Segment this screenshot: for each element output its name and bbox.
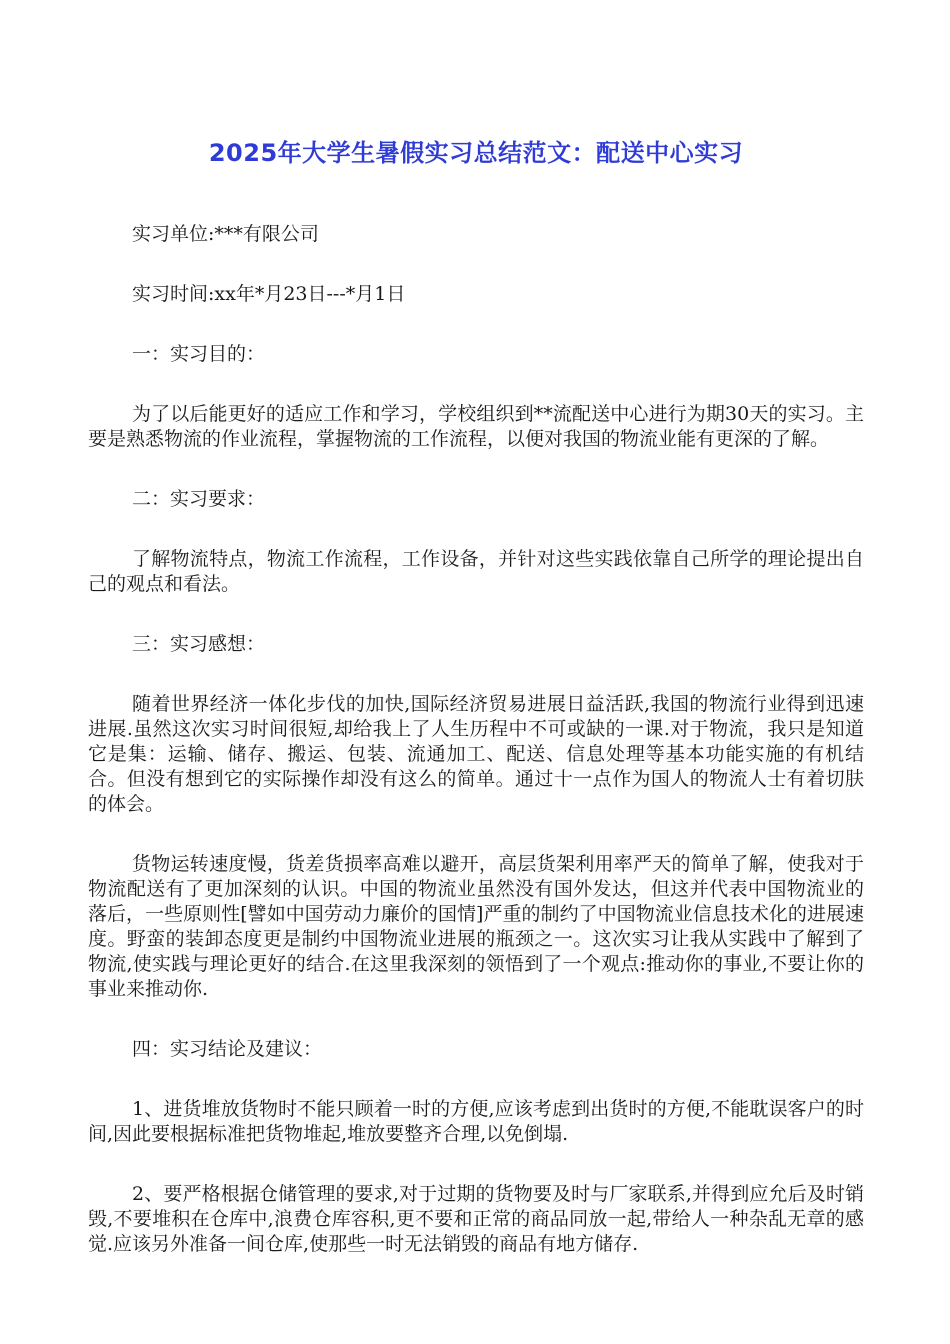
document-body [88, 222, 864, 1292]
paragraph-internship-unit: 实习单位:***有限公司 [132, 223, 319, 245]
paragraph-reflections-2: 货物运转速度慢，货差货损率高难以避开，高层货架利用率严天的简单了解，使我对于物流配送有了更加深刻的认识。中国的物流业虽然没有国外发达，但这并代表中国物流业的落后，一些原则性[譬如中国劳动力廉价的国情]严重的制约了中国物流业信息技术化的进展速度。野蛮的装卸态度更是制约中国物流业进展的瓶颈之一。这次实习让我从实践中了解到了物流,使实践与理论更好的结合.在这里我深刻的领悟到了一个观点:推动你的事业,不要让你的事业来推动你. [88, 853, 864, 1000]
heading-purpose: 一：实习目的： [132, 343, 266, 365]
paragraph-suggestion-2: 2、要严格根据仓储管理的要求,对于过期的货物要及时与厂家联系,并得到应允后及时销毁,不要堆积在仓库中,浪费仓库容积,更不要和正常的商品同放一起,带给人一种杂乱无章的感觉.应该另外准备一间仓库,使那些一时无法销毁的商品有地方储存. [88, 1183, 864, 1255]
heading-conclusions: 四：实习结论及建议： [132, 1038, 323, 1060]
heading-requirements: 二：实习要求： [132, 488, 266, 510]
paragraph-internship-time: 实习时间:xx年*月23日---*月1日 [132, 283, 406, 305]
paragraph-purpose: 为了以后能更好的适应工作和学习，学校组织到**流配送中心进行为期30天的实习。主要是熟悉物流的作业流程，掌握物流的工作流程，以便对我国的物流业能有更深的了解。 [88, 403, 864, 450]
paragraph-requirements: 了解物流特点，物流工作流程，工作设备，并针对这些实践依靠自己所学的理论提出自己的观点和看法。 [88, 548, 864, 595]
document-title: 2025年大学生暑假实习总结范文：配送中心实习 [208, 139, 744, 167]
paragraph-suggestion-1: 1、进货堆放货物时不能只顾着一时的方便,应该考虑到出货时的方便,不能耽误客户的时间,因此要根据标准把货物堆起,堆放要整齐合理,以免倒塌. [88, 1098, 864, 1145]
paragraph-reflections-1: 随着世界经济一体化步伐的加快,国际经济贸易进展日益活跃,我国的物流行业得到迅速进展.虽然这次实习时间很短,却给我上了人生历程中不可或缺的一课.对于物流，我只是知道它是集：运输、储存、搬运、包装、流通加工、配送、信息处理等基本功能实施的有机结合。但没有想到它的实际操作却没有这么的简单。通过十一点作为国人的物流人士有着切肤的体会。 [88, 693, 864, 815]
heading-reflections: 三：实习感想： [132, 633, 266, 655]
